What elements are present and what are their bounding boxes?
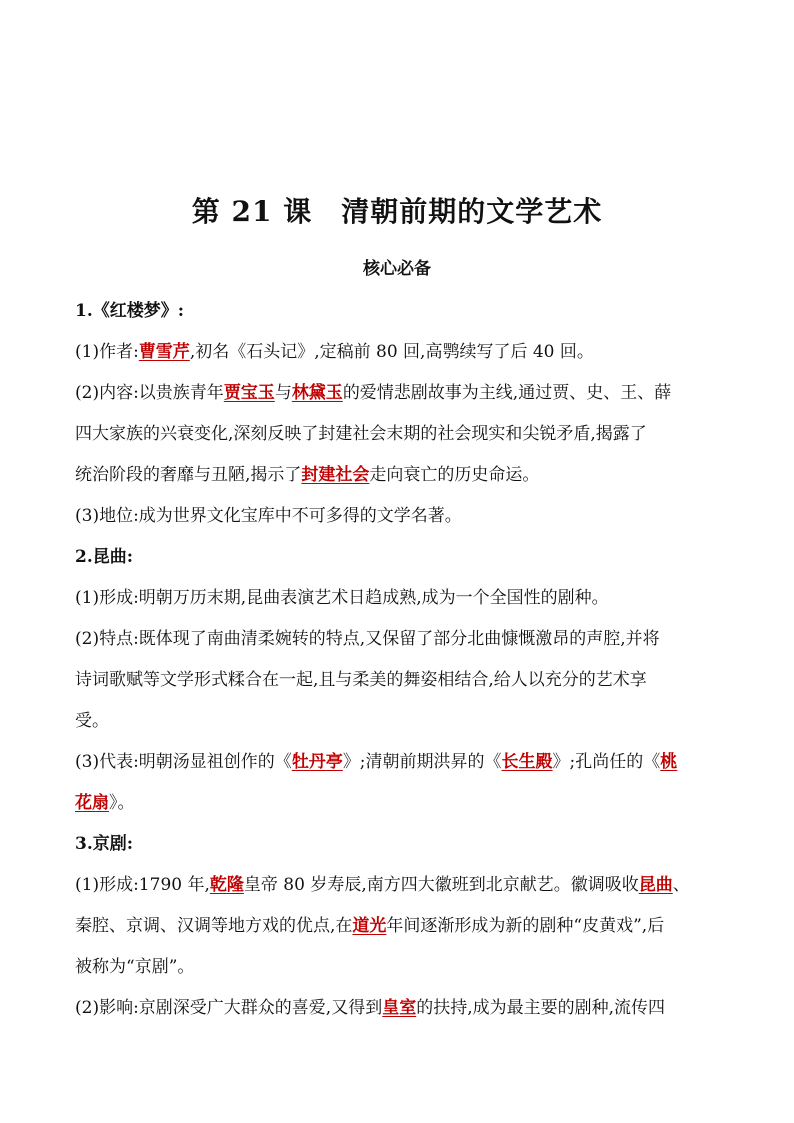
text: 秦腔、京调、汉调等地方戏的优点,在 [75, 916, 353, 936]
text: 的爱情悲剧故事为主线,通过贾、史、王、薛 [342, 383, 672, 403]
paragraph-jingju-formation-line-2 [75, 906, 720, 947]
paragraph-author [75, 332, 720, 373]
text: 皇帝 80 岁寿辰,南方四大徽班到北京献艺。徽调吸收 [243, 875, 639, 895]
text: 、 [672, 875, 690, 895]
paragraph-features-line-1: (2)特点:既体现了南曲清柔婉转的特点,又保留了部分北曲慷慨激昂的声腔,并将 [75, 629, 660, 649]
paragraph-content-line-1 [75, 373, 720, 414]
text: 》;清朝前期洪昇的《 [342, 752, 502, 772]
keyword-qianlong: 乾隆 [209, 875, 244, 895]
keyword-peach-blossom-fan-part-2: 花扇 [75, 793, 109, 813]
section-heading-peking-opera: 3.京剧: [75, 834, 134, 854]
text: 与 [274, 383, 292, 403]
keyword-imperial-court: 皇室 [382, 998, 417, 1018]
keyword-feudal-society: 封建社会 [301, 465, 370, 485]
paragraph-status: (3)地位:成为世界文化宝库中不可多得的文学名著。 [75, 506, 462, 526]
text: 年间逐渐形成为新的剧种“皮黄戏”,后 [386, 916, 665, 936]
keyword-daoguang: 道光 [352, 916, 387, 936]
paragraph-features-line-3: 受。 [75, 711, 109, 731]
paragraph-representatives-line-2 [75, 783, 720, 824]
paragraph-jingju-formation-line-3: 被称为“京剧”。 [75, 957, 195, 977]
paragraph-formation: (1)形成:明朝万历末期,昆曲表演艺术日趋成熟,成为一个全国性的剧种。 [75, 588, 609, 608]
section-subtitle: 核心必备 [363, 259, 431, 279]
text: (3)代表:明朝汤显祖创作的《 [75, 752, 292, 772]
section-heading-kunqu: 2.昆曲: [75, 547, 134, 567]
text: 走向衰亡的历史命运。 [369, 465, 540, 485]
keyword-palace-of-eternal-youth: 长生殿 [501, 752, 553, 772]
document-body [75, 291, 720, 1029]
keyword-peony-pavilion: 牡丹亭 [291, 752, 343, 772]
paragraph-content-line-2: 四大家族的兴衰变化,深刻反映了封建社会末期的社会现实和尖锐矛盾,揭露了 [75, 424, 647, 444]
paragraph-content-line-3 [75, 455, 720, 496]
page-title: 第 21 课 清朝前期的文学艺术 [191, 195, 603, 228]
text: 统治阶段的奢靡与丑陋,揭示了 [75, 465, 302, 485]
text: (1)作者: [75, 342, 139, 362]
keyword-kunqu: 昆曲 [638, 875, 673, 895]
paragraph-features-line-2: 诗词歌赋等文学形式糅合在一起,且与柔美的舞姿相结合,给人以充分的艺术享 [75, 670, 647, 690]
keyword-peach-blossom-fan-part-1: 桃 [660, 752, 678, 772]
paragraph-jingju-formation-line-1 [75, 865, 720, 906]
text: 》;孔尚任的《 [552, 752, 661, 772]
text: 》。 [109, 793, 135, 813]
text: 的扶持,成为最主要的剧种,流传四 [416, 998, 666, 1018]
keyword-lin-daiyu: 林黛玉 [291, 383, 343, 403]
text: ,初名《石头记》,定稿前 80 回,高鹗续写了后 40 回。 [189, 342, 594, 362]
paragraph-jingju-influence [75, 988, 720, 1029]
text: (2)内容:以贵族青年 [75, 383, 224, 403]
keyword-jia-baoyu: 贾宝玉 [223, 383, 275, 403]
text: (1)形成:1790 年, [75, 875, 210, 895]
paragraph-representatives-line-1 [75, 742, 720, 783]
keyword-cao-xueqin: 曹雪芹 [138, 342, 190, 362]
text: (2)影响:京剧深受广大群众的喜爱,又得到 [75, 998, 383, 1018]
section-heading-hongloumeng: 1.《红楼梦》: [75, 301, 185, 321]
